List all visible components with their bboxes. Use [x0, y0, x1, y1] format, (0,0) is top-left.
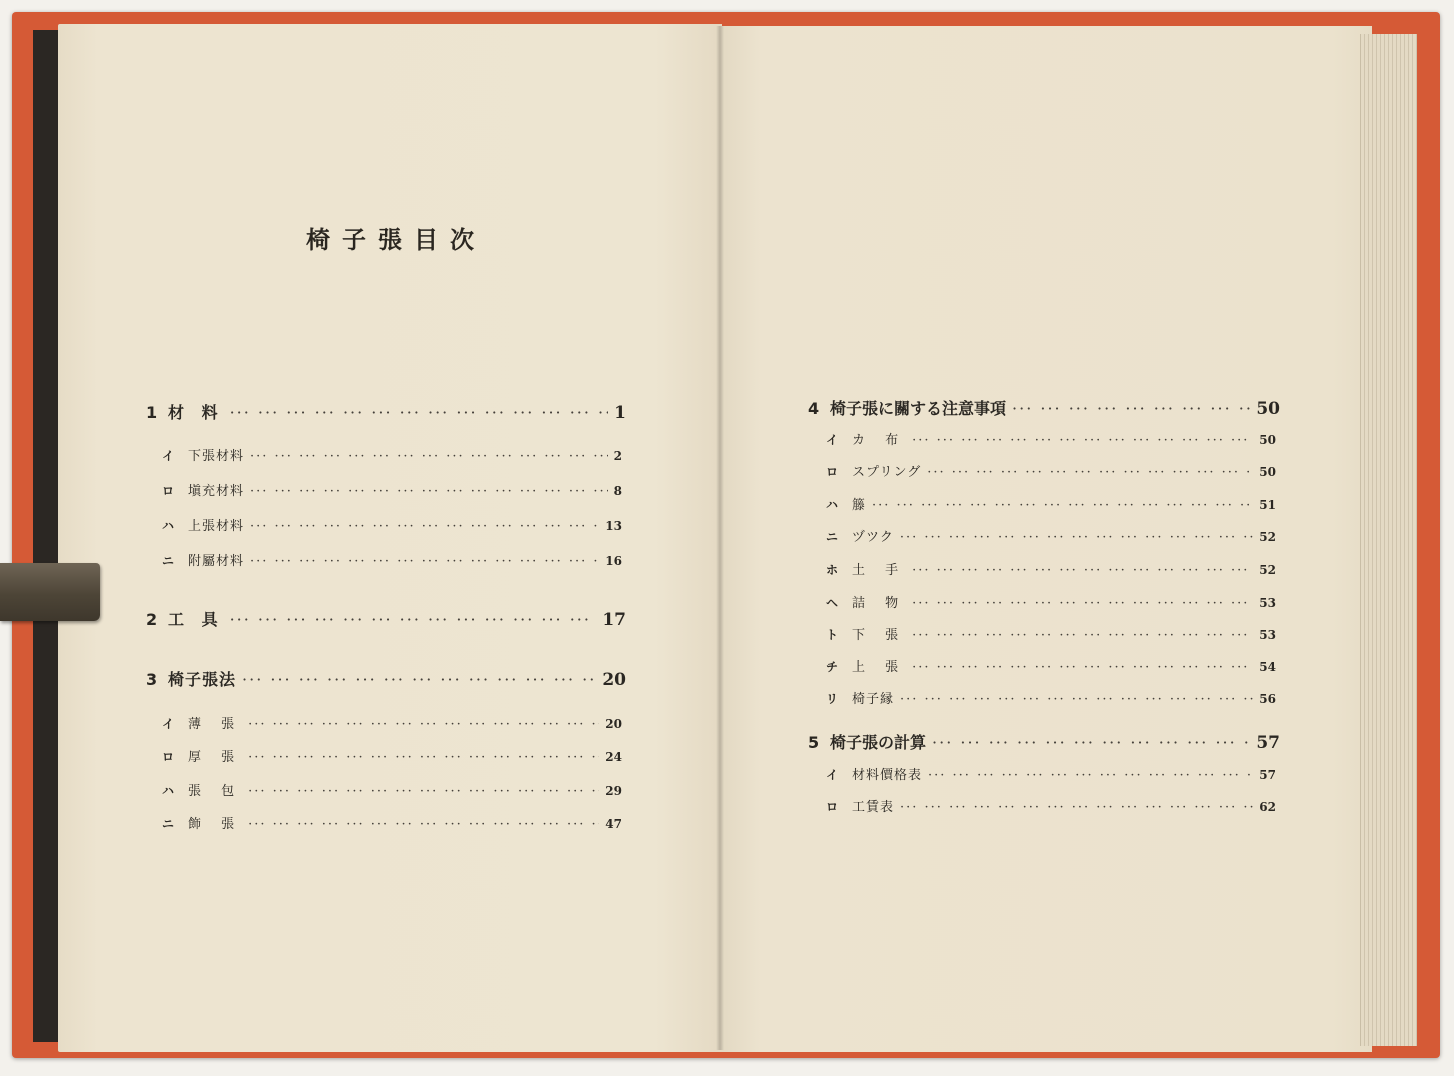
toc-entry-section-3	[146, 667, 626, 690]
item-label: 詰 物	[852, 596, 907, 611]
item-label: 塡充材料	[188, 484, 245, 499]
page-number: 57	[1256, 733, 1280, 753]
toc-entry-3-ha	[162, 780, 622, 799]
item-marker: ロ	[162, 750, 175, 764]
toc-entry-4-ho	[826, 559, 1276, 578]
item-marker: ホ	[826, 563, 839, 577]
toc-entry-1-i	[162, 445, 622, 464]
page-number: 50	[1256, 399, 1280, 419]
item-marker: ニ	[162, 817, 175, 831]
toc-entry-3-i	[162, 713, 622, 732]
item-label: 飾 張	[188, 817, 243, 832]
toc-entry-1-ni	[162, 550, 622, 569]
page-edges	[1360, 34, 1417, 1046]
toc-entry-5-i	[826, 764, 1276, 783]
toc-entry-4-i	[826, 429, 1276, 448]
leader-dots	[912, 563, 1253, 578]
toc-entry-1-ro	[162, 480, 622, 499]
page-number: 53	[1259, 596, 1276, 610]
item-marker: イ	[826, 433, 839, 447]
leader-dots	[250, 484, 608, 499]
leader-dots	[872, 498, 1253, 513]
toc-entry-4-he	[826, 592, 1276, 611]
leader-dots	[927, 465, 1253, 480]
page-number: 52	[1259, 563, 1276, 577]
item-label: 材料價格表	[852, 768, 923, 783]
leader-dots	[230, 403, 609, 422]
page-number: 24	[605, 750, 622, 764]
toc-entry-1-ha	[162, 515, 622, 534]
item-marker: ハ	[162, 519, 175, 533]
item-marker: イ	[826, 768, 839, 782]
leader-dots	[248, 750, 599, 765]
item-label: 籐	[852, 498, 867, 513]
section-number: 5	[808, 733, 820, 752]
page-number: 20	[605, 717, 622, 731]
page-number: 13	[605, 519, 622, 533]
item-label: スプリング	[852, 465, 922, 480]
item-label: 薄 張	[188, 717, 243, 732]
item-label: 附屬材料	[188, 554, 245, 569]
item-label: 椅子縁	[852, 692, 895, 707]
toc-title: 椅子張目次	[306, 225, 486, 254]
toc-entry-section-1	[146, 400, 626, 423]
leader-dots	[912, 433, 1253, 448]
leader-dots	[248, 717, 599, 732]
page-number: 50	[1259, 465, 1276, 479]
leader-dots	[912, 628, 1253, 643]
leader-dots	[900, 800, 1253, 815]
leader-dots	[1012, 399, 1250, 418]
leader-dots	[242, 670, 596, 689]
section-label: 椅子張に關する注意事項	[830, 399, 1007, 418]
leader-dots	[900, 692, 1253, 707]
page-number: 1	[614, 403, 626, 423]
right-page	[722, 26, 1372, 1052]
toc-entry-4-ni	[826, 526, 1276, 545]
page-number: 56	[1259, 692, 1276, 706]
item-marker: ハ	[826, 498, 839, 512]
item-marker: リ	[826, 692, 839, 706]
item-marker: ヘ	[826, 596, 839, 610]
leader-dots	[250, 554, 599, 569]
section-number: 1	[146, 403, 158, 422]
item-label: 工賃表	[852, 800, 895, 815]
page-number: 57	[1259, 768, 1276, 782]
toc-entry-4-chi	[826, 656, 1276, 675]
item-label: 土 手	[852, 563, 907, 578]
leader-dots	[248, 784, 599, 799]
toc-entry-4-ro	[826, 461, 1276, 480]
item-marker: イ	[162, 449, 175, 463]
item-label: 厚 張	[188, 750, 243, 765]
item-marker: チ	[826, 660, 839, 674]
leader-dots	[250, 519, 599, 534]
item-marker: ニ	[162, 554, 175, 568]
leader-dots	[248, 817, 599, 832]
left-page	[58, 24, 722, 1052]
page-number: 53	[1259, 628, 1276, 642]
toc-entry-5-ro	[826, 796, 1276, 815]
section-label: 椅子張の計算	[830, 733, 927, 752]
leader-dots	[230, 610, 597, 629]
item-label: 上張材料	[188, 519, 245, 534]
item-label: ヅツク	[852, 530, 894, 545]
leader-dots	[932, 733, 1250, 752]
book-gutter	[716, 26, 724, 1050]
page-number: 52	[1259, 530, 1276, 544]
bookmark-ribbon[interactable]	[0, 563, 100, 621]
page-number: 51	[1259, 498, 1276, 512]
item-label: 下 張	[852, 628, 907, 643]
page-number: 8	[613, 484, 622, 498]
item-marker: ト	[826, 628, 839, 642]
item-marker: ハ	[162, 784, 175, 798]
page-number: 29	[605, 784, 622, 798]
toc-entry-4-ha	[826, 494, 1276, 513]
item-marker: ロ	[826, 800, 839, 814]
toc-entry-section-5	[808, 730, 1280, 753]
page-number: 16	[605, 554, 622, 568]
toc-entry-section-4	[808, 396, 1280, 419]
leader-dots	[912, 660, 1253, 675]
cover-spine-strip	[33, 30, 59, 1042]
leader-dots	[250, 449, 608, 464]
item-label: 上 張	[852, 660, 907, 675]
item-marker: ニ	[826, 530, 839, 544]
section-label: 椅子張法	[168, 670, 237, 689]
toc-entry-section-2	[146, 607, 626, 630]
page-number: 62	[1259, 800, 1276, 814]
page-number: 50	[1259, 433, 1276, 447]
page-number: 54	[1259, 660, 1276, 674]
page-number: 17	[602, 610, 626, 630]
item-label: 張 包	[188, 784, 243, 799]
page-number: 20	[602, 670, 626, 690]
item-label: カ 布	[852, 433, 907, 448]
section-number: 2	[146, 610, 158, 629]
toc-entry-4-to	[826, 624, 1276, 643]
page-number: 2	[613, 449, 622, 463]
toc-entry-3-ni	[162, 813, 622, 832]
leader-dots	[900, 530, 1253, 545]
section-number: 4	[808, 399, 820, 418]
toc-entry-4-ri	[826, 688, 1276, 707]
page-number: 47	[605, 817, 622, 831]
item-marker: ロ	[826, 465, 839, 479]
item-marker: イ	[162, 717, 175, 731]
item-marker: ロ	[162, 484, 175, 498]
section-label: 工 具	[168, 610, 224, 629]
section-number: 3	[146, 670, 158, 689]
section-label: 材 料	[168, 403, 224, 422]
toc-entry-3-ro	[162, 746, 622, 765]
leader-dots	[912, 596, 1253, 611]
leader-dots	[928, 768, 1253, 783]
item-label: 下張材料	[188, 449, 245, 464]
